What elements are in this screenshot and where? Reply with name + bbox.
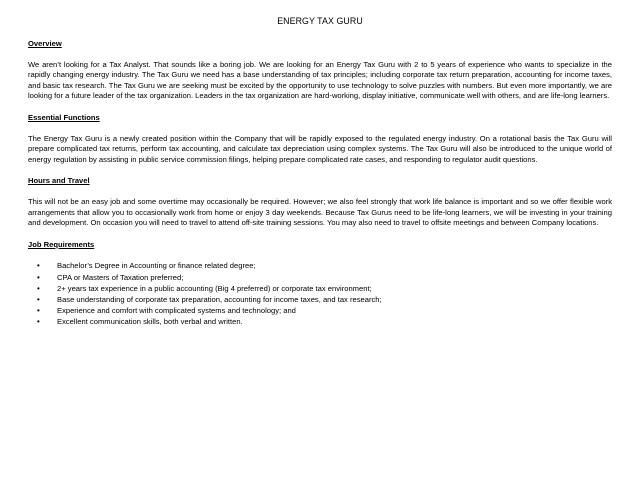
section-overview [28, 39, 612, 102]
bullet-icon: • [37, 272, 40, 282]
section-body-overview: We aren’t looking for a Tax Analyst. That sounds like a boring job. We are looking for an Energy Tax Guru with 2 to 5 years of experience who wants to specialize in the rapidly changing energy industry. The Tax Guru we need has a base understanding of tax principles; including corporate tax return preparation, accounting for income taxes, and basic tax research. The Tax Guru we are seeking must be excited by the opportunity to use technology to solve puzzles with numbers. But even more importantly, we are looking for a future leader of the tax organization. Leaders in the tax organization are hard-working, display initiative, communicate well with others, and are life-long learners. [28, 59, 612, 101]
section-job-requirements [28, 240, 612, 328]
list-item [37, 272, 612, 283]
section-essential-functions [28, 113, 612, 165]
list-item [37, 305, 612, 316]
bullet-icon: • [37, 317, 40, 327]
list-item-text: Experience and comfort with complicated systems and technology; and [57, 306, 296, 316]
bullet-icon: • [37, 294, 40, 304]
list-item [37, 283, 612, 294]
list-item-text: CPA or Masters of Taxation preferred; [57, 272, 184, 282]
list-item [37, 294, 612, 305]
section-heading-hours-and-travel: Hours and Travel [28, 176, 90, 186]
list-item-text: 2+ years tax experience in a public accounting (Big 4 preferred) or corporate tax environment; [57, 283, 372, 293]
list-item [37, 260, 612, 271]
bullet-icon: • [37, 306, 40, 316]
section-heading-essential-functions: Essential Functions [28, 112, 100, 122]
section-hours-and-travel [28, 176, 612, 228]
list-item [37, 316, 612, 327]
document-page [28, 16, 612, 328]
section-body-essential-functions: The Energy Tax Guru is a newly created position within the Company that will be rapidly exposed to the regulated energy industry. On a rotational basis the Tax Guru will prepare complicated tax returns, perform tax accounting, and calculate tax depreciation using complex systems. The Tax Guru will also be introduced to the unique world of energy regulation by assisting in public service commission filings, helping prepare complicated rate cases, and responding to regulator audit questions. [28, 133, 612, 164]
document-title: ENERGY TAX GURU [277, 16, 363, 26]
list-item-text: Excellent communication skills, both verbal and written. [57, 317, 243, 327]
requirements-list [28, 260, 612, 327]
list-item-text: Base understanding of corporate tax preparation, accounting for income taxes, and tax research; [57, 294, 382, 304]
list-item-text: Bachelor’s Degree in Accounting or finance related degree; [57, 261, 256, 271]
section-body-hours-and-travel: This will not be an easy job and some overtime may occasionally be required. However; we also feel strongly that work life balance is important and so we offer flexible work arrangements that allow you to occasionally work from home or enjoy 3 day weekends. Because Tax Gurus need to be life-long learners, we will be investing in your training and development. On occasion you will need to travel to attend off-site training sessions. You may also need to travel to offsite meetings and between Company locations. [28, 196, 612, 228]
bullet-icon: • [37, 283, 40, 293]
section-heading-overview: Overview [28, 39, 62, 48]
section-heading-job-requirements: Job Requirements [28, 239, 95, 249]
bullet-icon: • [37, 261, 40, 271]
